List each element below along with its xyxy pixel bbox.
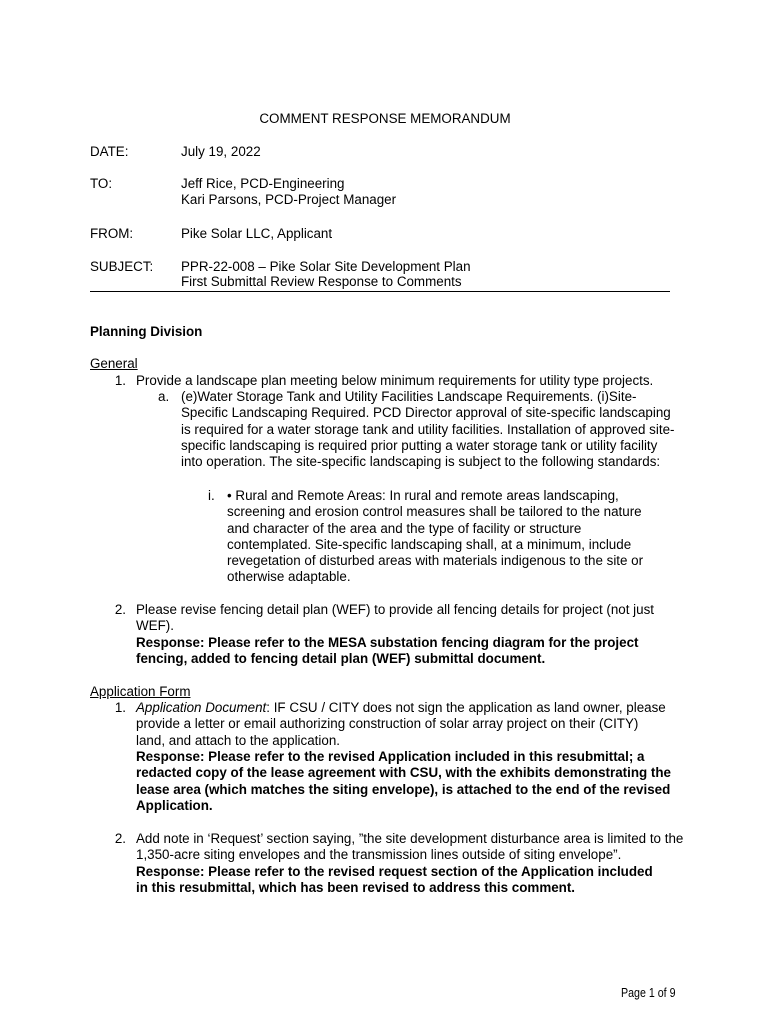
general-item-1-text: Provide a landscape plan meeting below minimum requirements for utility type projects. bbox=[136, 373, 654, 388]
application-form-heading: Application Form bbox=[90, 684, 191, 699]
general-item-2-number: 2. bbox=[114, 602, 126, 617]
general-heading: General bbox=[90, 356, 138, 371]
application-item-1-text bbox=[136, 700, 666, 749]
general-item-1ai-number: i. bbox=[208, 488, 215, 503]
to-label: TO: bbox=[90, 176, 113, 191]
general-item-1a-number: a. bbox=[158, 389, 170, 404]
application-document-lead: Application Document bbox=[136, 700, 267, 715]
application-item-1-response: Response: Please refer to the revised Application included in this resubmittal; a redacted copy of the lease agreement with CSU, with the exhibits demonstrating the lease area (which matches the siting envelope), is attached to the end of the revised Application. bbox=[136, 749, 671, 813]
subject-line-2: First Submittal Review Response to Comments bbox=[181, 274, 462, 289]
subject-line-1: PPR-22-008 – Pike Solar Site Development Plan bbox=[181, 259, 471, 274]
general-item-2-response: Response: Please refer to the MESA substation fencing diagram for the project fencing, added to fencing detail plan (WEF) submittal document. bbox=[136, 635, 639, 667]
general-item-1a-text: (e)Water Storage Tank and Utility Facilities Landscape Requirements. (i)Site-Specific Landscaping Required. PCD Director approval of site-specific landscaping is required for a water storage tank and utility facilities. Installation of approved site-specific landscaping is required prior putting a water storage tank or utility facility into operation. The site-specific landscaping is subject to the following standards: bbox=[181, 389, 675, 470]
application-item-2-response: Response: Please refer to the revised request section of the Application included in this resubmittal, which has been revised to address this comment. bbox=[136, 864, 653, 896]
subject-label: SUBJECT: bbox=[90, 259, 154, 274]
to-recipient-1: Jeff Rice, PCD-Engineering bbox=[181, 176, 345, 191]
application-item-2-text: Add note in ‘Request’ section saying, ”the site development disturbance area is limited to the 1,350-acre siting envelopes and the transmission lines outside of siting envelope”. bbox=[136, 831, 684, 863]
application-item-2-number: 2. bbox=[114, 831, 126, 846]
header-divider bbox=[90, 291, 670, 292]
to-recipient-2: Kari Parsons, PCD-Project Manager bbox=[181, 192, 397, 207]
memo-title: COMMENT RESPONSE MEMORANDUM bbox=[259, 111, 511, 126]
application-item-1-body: : IF CSU / CITY does not sign the application as land owner, please provide a letter or email authorizing construction of solar array project on their (CITY) land, and attach to the application. bbox=[136, 700, 666, 748]
general-item-1ai-text: • Rural and Remote Areas: In rural and remote areas landscaping, screening and erosion control measures shall be tailored to the nature and character of the area and the type of facility or structure contemplated. Site-specific landscaping shall, at a minimum, include revegetation of disturbed areas with materials indigenous to the site or otherwise adaptable. bbox=[227, 488, 644, 585]
planning-division-heading: Planning Division bbox=[90, 324, 203, 339]
date-label: DATE: bbox=[90, 144, 129, 159]
date-value: July 19, 2022 bbox=[181, 144, 261, 159]
page-number: Page 1 of 9 bbox=[621, 985, 676, 1000]
from-label: FROM: bbox=[90, 226, 134, 241]
general-item-2-text: Please revise fencing detail plan (WEF) to provide all fencing details for project (not just WEF). bbox=[136, 602, 655, 634]
from-value: Pike Solar LLC, Applicant bbox=[181, 226, 333, 241]
general-item-1-number: 1. bbox=[114, 373, 126, 388]
application-item-1-number: 1. bbox=[114, 700, 126, 715]
